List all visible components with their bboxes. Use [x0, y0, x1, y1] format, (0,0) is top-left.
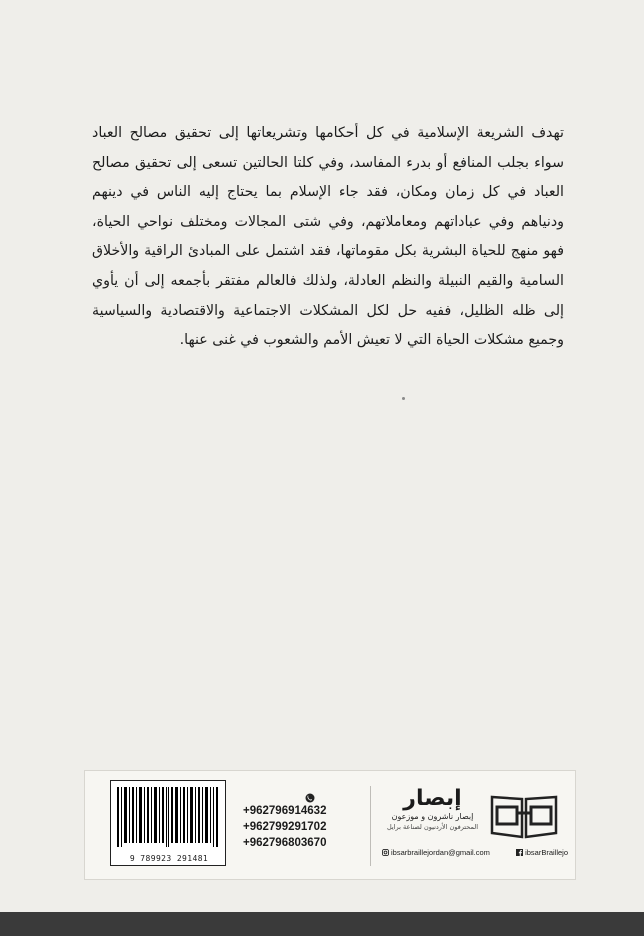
- isbn-number: 9 789923 291481: [129, 854, 209, 863]
- phone-list: [243, 793, 355, 851]
- publisher-tagline: المحترفون الأردنيون لصناعة برايل: [386, 823, 479, 831]
- barcode-bars: [117, 787, 219, 847]
- contact-row: [382, 848, 568, 857]
- email-contact: [382, 848, 490, 857]
- barcode: [110, 780, 226, 866]
- panel-divider: [370, 786, 371, 866]
- blurb-text: تهدف الشريعة الإسلامية في كل أحكامها وتشريعاتها إلى تحقيق مصالح العباد سواء بجلب المنافع أو بدرء المفاسد، وفي كلتا الحالتين تسعى إلى تحقيق مصالح العباد في كل زمان ومكان، فقد جاء الإسلام بما يحتاج إليه الناس في دينهم ودنياهم وفي عباداتهم ومعاملاتهم، وفي شتى المجالات ومختلف نواحي الحياة، فهو منهج للحياة البشرية بكل مقوماتها، فقد اشتمل على المبادئ الراقية والأخلاق السامية والقيم النبيلة والنظم العادلة، ولذلك فالعالم مفتقر بأجمعه إلى أن يأوي إلى ظله الظليل، ففيه حل لكل المشكلات الاجتماعية والاقتصادية والسياسية وجميع مشكلات الحياة التي لا تعيش الأمم والشعوب في غنى عنها.: [92, 125, 564, 349]
- publisher-logo: [385, 787, 480, 832]
- facebook-icon: [516, 849, 523, 856]
- phone-number-2: +962799291702: [243, 821, 327, 833]
- publisher-subtitle: إبصار ناشرون و موزعون: [391, 812, 474, 821]
- phone-icon: [305, 793, 315, 803]
- phone-number-1: +962796914632: [243, 805, 327, 817]
- facebook-contact: [516, 848, 568, 857]
- phone-number-3: +962796803670: [243, 837, 327, 849]
- facebook-text: ibsarBraillejo: [525, 848, 568, 857]
- bottom-strip: [0, 912, 644, 936]
- publisher-name: إبصار: [403, 786, 462, 811]
- print-speck: [402, 397, 405, 400]
- email-text: ibsarbraillejordan@gmail.com: [391, 848, 490, 857]
- glasses-book-icon: [488, 789, 560, 841]
- instagram-icon: [382, 849, 389, 856]
